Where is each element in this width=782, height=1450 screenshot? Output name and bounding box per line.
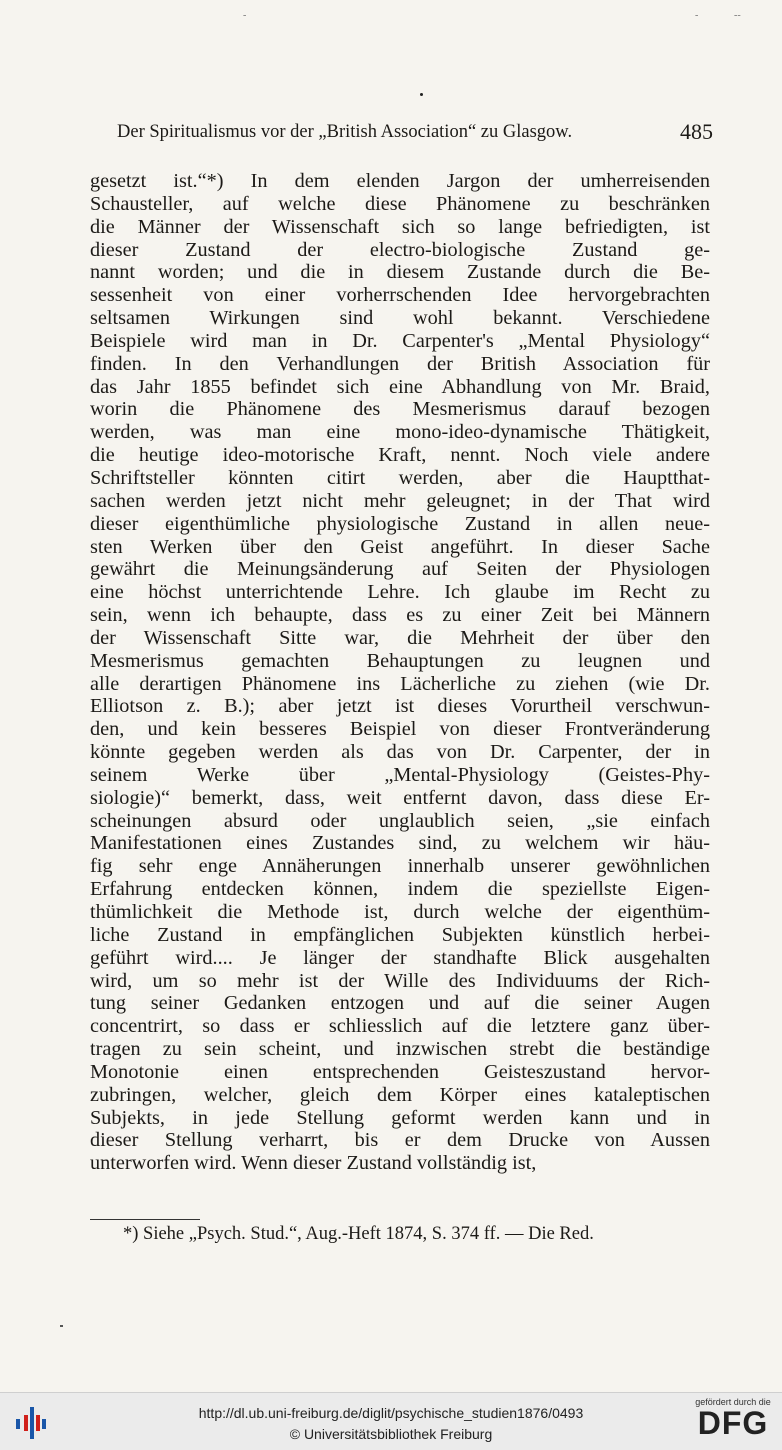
ink-dot (420, 93, 423, 96)
text-line: siologie)“ bemerkt, dass, weit entfernt davon, dass diese Er- (90, 786, 710, 809)
text-line: finden. In den Verhandlungen der British Association für (90, 352, 710, 375)
text-line: thümlichkeit die Methode ist, durch welche der eigenthüm- (90, 901, 710, 923)
text-line: dieser Stellung verharrt, bis er dem Drucke von Aussen (90, 1129, 710, 1152)
text-line: die heutige ideo-motorische Kraft, nennt. Noch viele andere (90, 444, 710, 467)
text-line: Schriftsteller könnten citirt werden, aber die Hauptthat- (90, 466, 710, 489)
text-line: sessenheit von einer vorherrschenden Idee hervorgebrachten (90, 284, 710, 307)
text-line: alle derartigen Phänomene ins Lächerliche zu ziehen (wie Dr. (90, 672, 710, 695)
text-line: Mesmerismus gemachten Behauptungen zu leugnen und (90, 649, 710, 672)
text-line: seinem Werke über „Mental-Physiology (Geistes-Phy- (90, 763, 710, 786)
text-line: werden, was man eine mono-ideo-dynamische Thätigkeit, (90, 421, 710, 444)
footnote-rule (90, 1219, 200, 1220)
text-line: unterworfen wird. Wenn dieser Zustand vollständig ist, (90, 1152, 537, 1175)
text-line: die Männer der Wissenschaft sich so lange befriedigten, ist (90, 215, 710, 238)
text-line: zubringen, welcher, gleich dem Körper eines kataleptischen (90, 1083, 710, 1106)
text-line: Subjekts, in jede Stellung geformt werden kann und in (90, 1106, 710, 1129)
text-line: fig sehr enge Annäherungen innerhalb unserer gewöhnlichen (90, 855, 710, 878)
text-line: den, und kein besseres Beispiel von dieser Frontveränderung (90, 718, 710, 741)
scan-mark: - (695, 10, 699, 21)
footnote: *) Siehe „Psych. Stud.“, Aug.-Heft 1874, S. 374 ff. — Die Red. (123, 1224, 594, 1244)
text-line: könnte gegeben werden als das von Dr. Carpenter, der in (90, 741, 710, 764)
sponsor-caption: gefördert durch die (695, 1397, 771, 1407)
text-line: Monotonie einen entsprechenden Geisteszustand hervor- (90, 1060, 710, 1083)
dfg-logo-text: DFG (697, 1405, 769, 1441)
text-line: Manifestationen eines Zustandes sind, zu welchem wir häu- (90, 832, 710, 855)
source-url[interactable]: http://dl.ub.uni-freiburg.de/diglit/psychische_studien1876/0493 (198, 1405, 584, 1421)
text-line: seltsamen Wirkungen sind wohl bekannt. Verschiedene (90, 307, 710, 330)
text-line: nannt worden; und die in diesem Zustande durch die Be- (90, 261, 710, 284)
text-line: sachen werden jetzt nicht mehr geleugnet; in der That wird (90, 489, 710, 512)
text-line: sein, wenn ich behaupte, dass es zu einer Zeit bei Männern (90, 604, 710, 627)
text-line: dieser Zustand der electro-biologische Zustand ge- (90, 238, 710, 261)
viewer-footer (0, 1392, 782, 1450)
text-line: Erfahrung entdecken können, indem die speziellste Eigen- (90, 878, 710, 901)
body-text (90, 170, 710, 1175)
text-line: gesetzt ist.“*) In dem elenden Jargon der umherreisenden (90, 170, 710, 192)
scan-mark: -- (734, 10, 741, 21)
text-line: wird, um so mehr ist der Wille des Individuums der Rich- (90, 969, 710, 992)
text-line: worin die Phänomene des Mesmerismus darauf bezogen (90, 398, 710, 421)
text-line: dieser eigenthümliche physiologische Zustand in allen neue- (90, 512, 710, 535)
text-line: tragen zu sein scheint, und inzwischen strebt die beständige (90, 1038, 710, 1061)
scan-mark: - (243, 10, 247, 21)
text-line: sten Werken über den Geist angeführt. In dieser Sache (90, 535, 710, 558)
text-line: gewährt die Meinungsänderung auf Seiten der Physiologen (90, 558, 710, 581)
text-line: concentrirt, so dass er schliesslich auf die letztere ganz über- (90, 1015, 710, 1038)
page-number: 485 (680, 119, 713, 144)
running-head (117, 119, 713, 144)
text-line: geführt wird.... Je länger der standhafte Blick ausgehalten (90, 946, 710, 969)
text-line: das Jahr 1855 befindet sich eine Abhandlung von Mr. Braid, (90, 375, 710, 398)
text-line: scheinungen absurd oder unglaublich seien, „sie einfach (90, 809, 710, 832)
text-line: tung seiner Gedanken entzogen und auf die seiner Augen (90, 992, 710, 1015)
copyright-notice: © Universitätsbibliothek Freiburg (289, 1426, 493, 1442)
ink-speck (60, 1325, 63, 1327)
text-line: der Wissenschaft Sitte war, die Mehrheit der über den (90, 626, 710, 649)
running-head-title: Der Spiritualismus vor der „British Association“ zu Glasgow. (117, 122, 573, 142)
text-line: Elliotson z. B.); aber jetzt ist dieses Vorurtheil verschwun- (90, 695, 710, 718)
text-line: Schausteller, auf welche diese Phänomene zu beschränken (90, 192, 710, 215)
text-line: liche Zustand in empfänglichen Subjekten künstlich herbei- (90, 923, 710, 946)
text-line: Beispiele wird man in Dr. Carpenter's „Mental Physiology“ (90, 329, 710, 352)
text-line: eine höchst unterrichtende Lehre. Ich glaube im Recht zu (90, 581, 710, 604)
dfg-sponsor-logo[interactable] (694, 1397, 772, 1439)
